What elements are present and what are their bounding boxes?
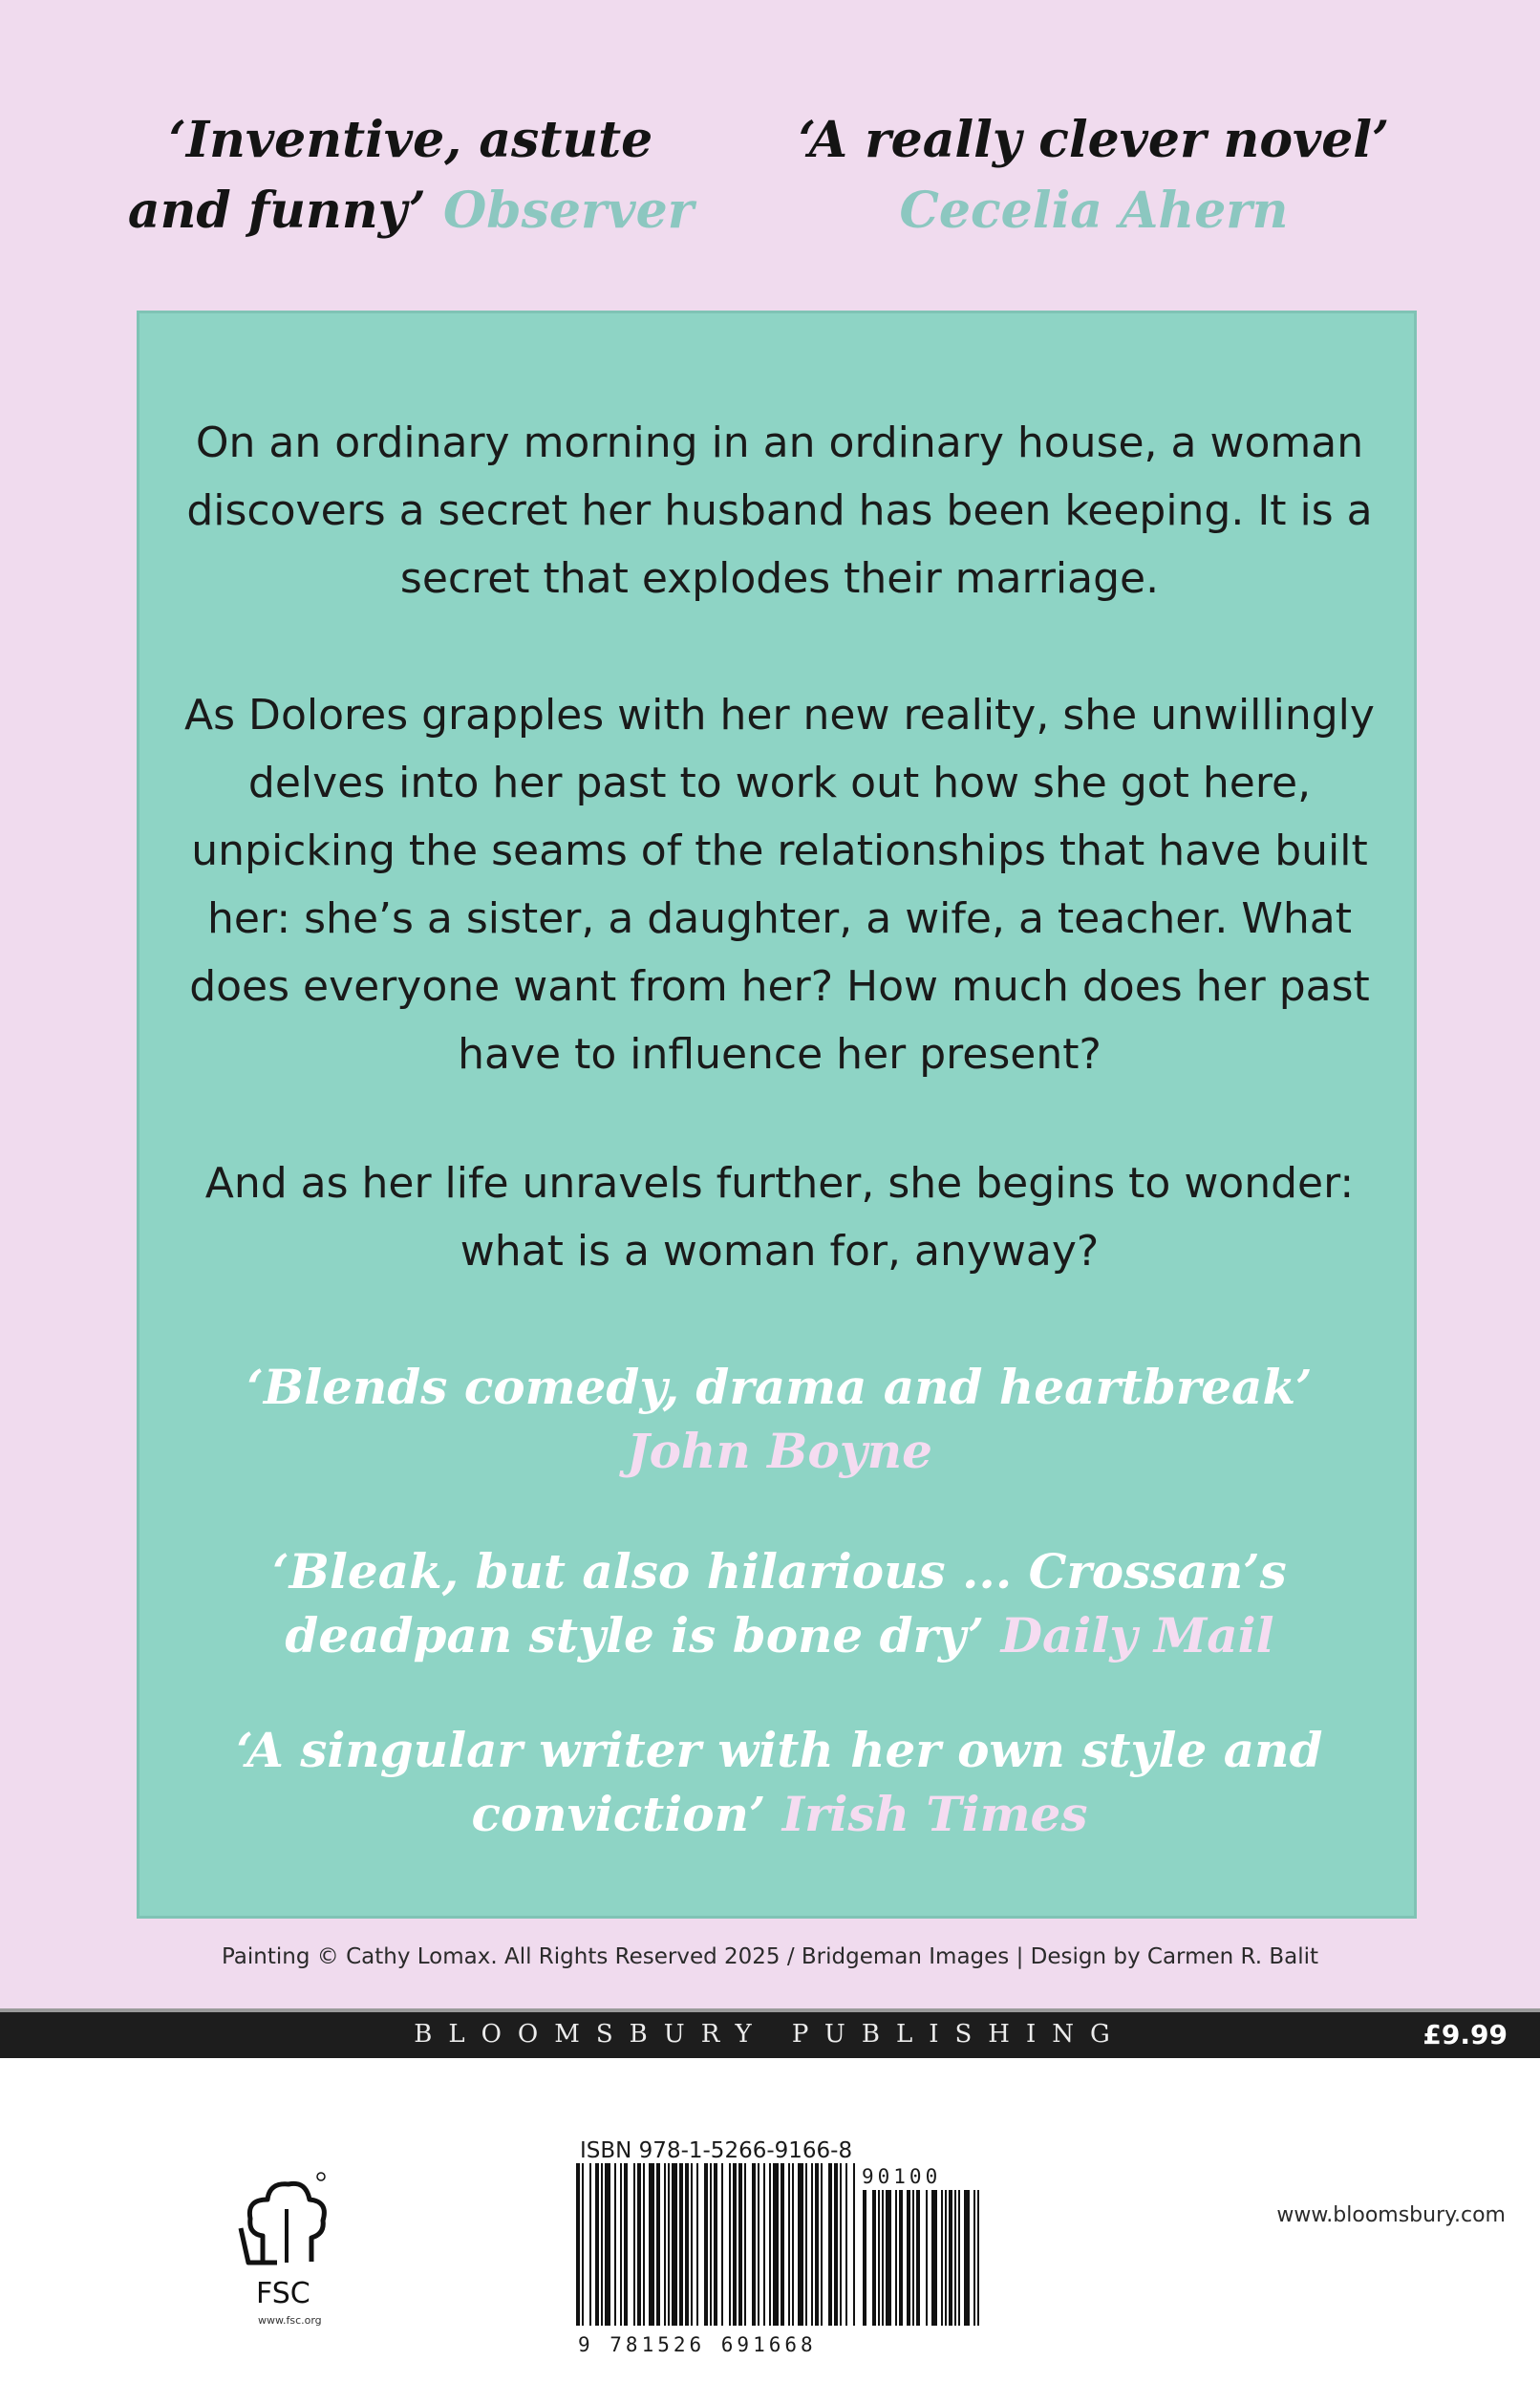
blurb-panel [137, 311, 1417, 1919]
footer [0, 2058, 1540, 2404]
review-quote [178, 1539, 1381, 1667]
fsc-label: FSC [256, 2277, 310, 2310]
ean-bars [576, 2163, 855, 2326]
review-quote [178, 1355, 1381, 1483]
fsc-url: www.fsc.org [258, 2314, 322, 2327]
review-text: ‘Bleak, but also hilarious ... Crossan’s deadpan style is bone dry’ [272, 1543, 1287, 1663]
barcode-addon-number: 90100 [862, 2165, 942, 2188]
top-quote-ahern [793, 105, 1395, 247]
quote-text: ‘A really clever novel’ [798, 111, 1390, 169]
website-url: www.bloomsbury.com [1276, 2203, 1506, 2227]
price: £9.99 [1422, 2019, 1508, 2050]
quote-source: Cecelia Ahern [899, 182, 1289, 240]
blurb-paragraph: And as her life unravels further, she begins to wonder: what is a woman for, anyway? [204, 1159, 1355, 1276]
review-text: ‘Blends comedy, drama and heartbreak’ [246, 1359, 1313, 1415]
review-quote [178, 1718, 1381, 1846]
quote-source: Observer [442, 182, 695, 240]
addon-bars [863, 2190, 979, 2326]
barcode-number: 9 781526 691668 [578, 2333, 817, 2356]
publisher-name: BLOOMSBURY PUBLISHING [414, 2020, 1126, 2049]
review-source: Irish Times [781, 1786, 1088, 1842]
review-text: ‘A singular writer with her own style and conviction’ [236, 1722, 1323, 1842]
image-credits: Painting © Cathy Lomax. All Rights Reserved 2025 / Bridgeman Images | Design by Carmen R. Balit [221, 1944, 1319, 1969]
review-source: Daily Mail [1000, 1607, 1274, 1663]
isbn-label: ISBN 978-1-5266-9166-8 [580, 2138, 853, 2163]
blurb-paragraph: On an ordinary morning in an ordinary house, a woman discovers a secret her husband has been keeping. It is a secret that explodes their marriage. [186, 419, 1373, 603]
fsc-logo [229, 2171, 344, 2343]
quote-text: ‘Inventive, astute and funny’ [127, 111, 653, 240]
review-source: John Boyne [627, 1423, 932, 1479]
top-quote-observer [115, 105, 707, 247]
publisher-band [0, 2008, 1540, 2058]
blurb-paragraph: As Dolores grapples with her new reality, she unwillingly delves into her past to work out how she got here, unpicking the seams of the relationships that have built her: she’s a sister, a daughter, a wife, a teacher. What does everyone want from her? How much does her past have to influence her present? [184, 691, 1375, 1079]
